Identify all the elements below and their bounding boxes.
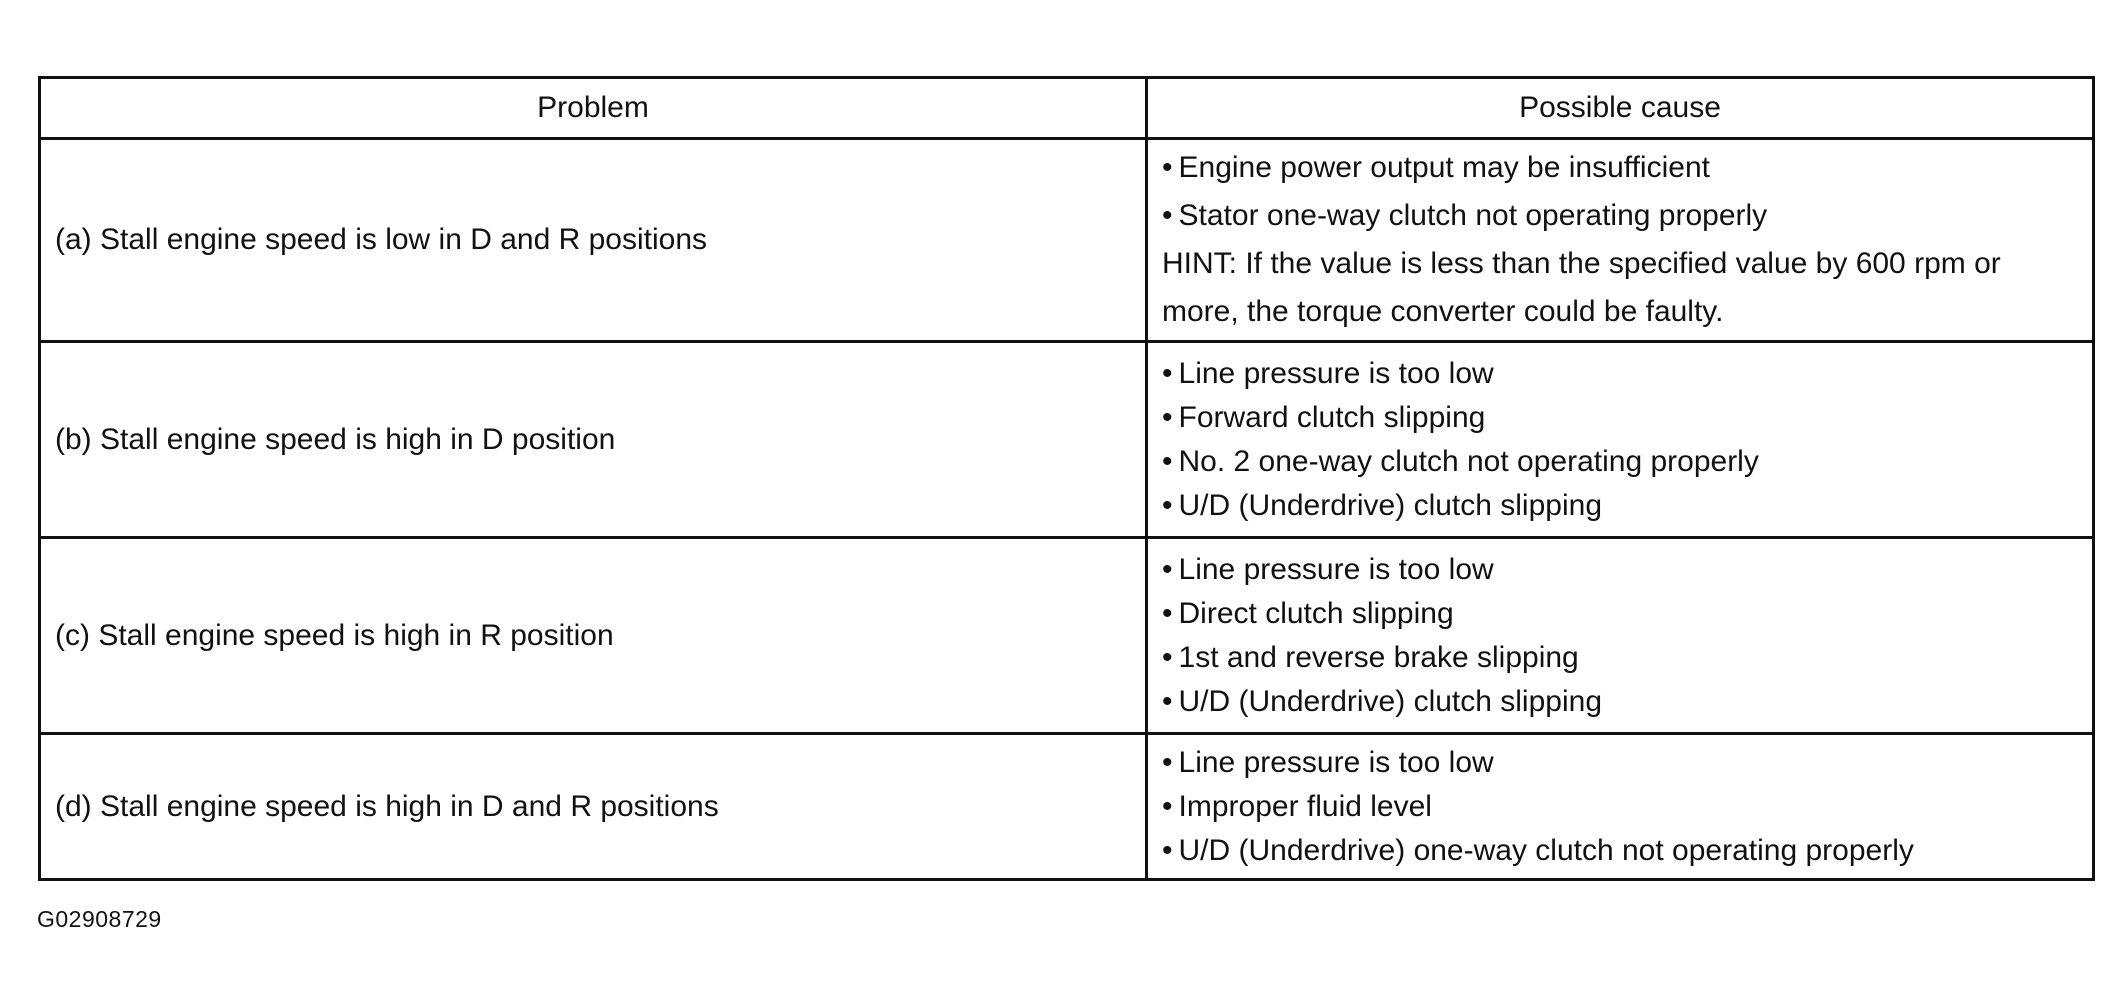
header-problem: Problem [40,78,1147,139]
cause-item: • Direct clutch slipping [1162,592,2078,636]
table-row [40,734,2094,880]
problem-cell: (d) Stall engine speed is high in D and R positions [40,734,1147,880]
cause-item: • Line pressure is too low [1162,741,2078,785]
bullet-icon: • [1162,400,1173,434]
bullet-icon: • [1162,552,1173,586]
bullet-icon: • [1162,488,1173,522]
cause-cell [1147,734,2094,880]
header-possible-cause: Possible cause [1147,78,2094,139]
problem-cell: (a) Stall engine speed is low in D and R positions [40,139,1147,342]
cause-item: • Engine power output may be insufficient [1162,144,2078,192]
problem-cell: (c) Stall engine speed is high in R position [40,538,1147,734]
bullet-icon: • [1162,789,1173,823]
table-header-row [40,78,2094,139]
cause-item: • Stator one-way clutch not operating properly [1162,192,2078,240]
table-row [40,342,2094,538]
table-row [40,139,2094,342]
bullet-icon: • [1162,444,1173,478]
bullet-icon: • [1162,596,1173,630]
bullet-icon: • [1162,745,1173,779]
cause-item: • Improper fluid level [1162,785,2078,829]
cause-cell [1147,342,2094,538]
figure-id: G02908729 [37,906,162,932]
cause-cell [1147,538,2094,734]
cause-item: • Line pressure is too low [1162,352,2078,396]
hint-text: more, the torque converter could be faulty. [1162,295,1724,328]
bullet-icon: • [1162,356,1173,390]
cause-item: • U/D (Underdrive) clutch slipping [1162,484,2078,528]
cause-item: • U/D (Underdrive) one-way clutch not operating properly [1162,829,2078,873]
cause-item: • Line pressure is too low [1162,548,2078,592]
bullet-icon: • [1162,199,1173,232]
bullet-icon: • [1162,151,1173,184]
cause-item: • 1st and reverse brake slipping [1162,636,2078,680]
bullet-icon: • [1162,833,1173,867]
cause-item: • U/D (Underdrive) clutch slipping [1162,680,2078,724]
stall-test-table [38,76,2095,881]
bullet-icon: • [1162,684,1173,718]
bullet-icon: • [1162,640,1173,674]
hint-text: HINT: If the value is less than the specified value by 600 rpm or [1162,247,2001,280]
table-row [40,538,2094,734]
cause-item: • No. 2 one-way clutch not operating properly [1162,440,2078,484]
cause-item: • Forward clutch slipping [1162,396,2078,440]
cause-cell [1147,139,2094,342]
problem-cell: (b) Stall engine speed is high in D position [40,342,1147,538]
